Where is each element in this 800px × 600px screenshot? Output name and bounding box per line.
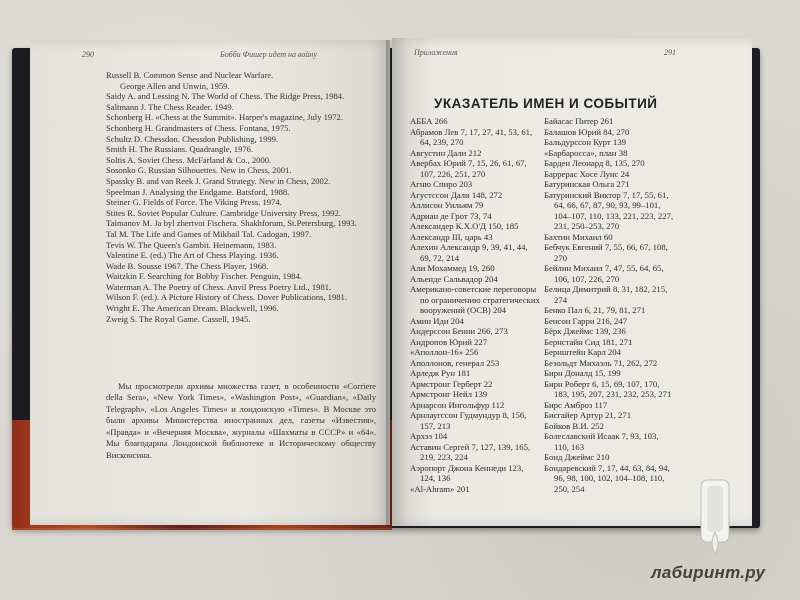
bibliography-entry — [106, 292, 376, 303]
index-entry: Бебчук Евгений 7, 55, 66, 67, 108, 270 — [544, 242, 668, 263]
index-entry: Армстронг Нейл 139 — [410, 389, 488, 399]
index-entry: Августин Дали 212 — [410, 147, 482, 158]
index-entry: Американо-советские переговоры по ограничению стратегических вооружений (ОСВ) 204 — [410, 284, 540, 315]
bibliography-entry — [106, 250, 376, 261]
index-entry: Безольдт Михаэль 71, 262, 272 — [544, 357, 658, 368]
index-entry: Адриан де Грот 73, 74 — [410, 210, 492, 221]
bibliography-entry — [106, 165, 376, 176]
bibliography-entry — [106, 208, 376, 219]
bibliography-entry-text: Speelman J. Analysing the Endgame. Batsford, 1988. — [106, 186, 290, 197]
bibliography-entry — [106, 282, 376, 293]
index-entry: Барден Леонард 8, 135, 270 — [544, 158, 645, 168]
bibliography-entry-text: Stites R. Soviet Popular Culture. Cambridge University Press, 1992. — [106, 207, 341, 218]
index-entry: Бирн Роберт 6, 15, 69, 107, 170, 183, 195, 207, 231, 232, 253, 271 — [544, 378, 672, 399]
index-entry: Батуринская Ольга 271 — [544, 179, 630, 189]
index-entry: Аставин Сергей 7, 127, 139, 165, 219, 223, 224 — [410, 441, 531, 462]
index-entry: Бернштейн Карл 204 — [544, 347, 621, 357]
bibliography-entry-text: Waterman A. The Poetry of Chess. Anvil Press Poetry Ltd., 1981. — [106, 281, 332, 292]
bibliography-entry-text: Valentine E. (ed.) The Art of Chess Playing. 1936. — [106, 250, 279, 261]
bibliography-entry — [106, 303, 376, 314]
page-number: 291 — [664, 48, 676, 57]
bibliography-entry-text: Smith H. The Russians. Quadrangle, 1976. — [106, 144, 254, 155]
bibliography-entry — [106, 197, 376, 208]
bibliography-entry — [106, 261, 376, 272]
index-entry: Александр III, царь 43 — [410, 231, 493, 242]
index-entry: Бенко Пал 6, 21, 79, 81, 271 — [544, 305, 646, 315]
index-entry: Бисгайер Артур 21, 271 — [544, 410, 632, 420]
index-entry: Авербах Юрий 7, 15, 26, 61, 67, 107, 226, 251, 270 — [410, 158, 527, 179]
right-page — [392, 38, 752, 526]
index-entry: Алехин Александр 9, 39, 41, 44, 69, 72, 214 — [410, 242, 528, 263]
index-entry: Бальдурссон Курт 139 — [544, 137, 626, 147]
acknowledgement-paragraph: Мы просмотрели архивы множества газет, в особенности «Corriere della Sera», «New York Times», «Washington Post», «Guardian», «Daily Telegraph», «Los Angeles Times» и лондонскую «Times». В Москве это были архивы Министерства иностранных дел, газеты «Известия», «Правда» и «Вечерняя Москва», журналы «Шахматы в СССР» и «64». Мы благодарны Лондонской библиотеке и Историческому обществу Висконсина. — [106, 380, 376, 460]
index-column-2 — [544, 116, 674, 494]
index-entry: Альенде Сальвадор 204 — [410, 273, 498, 284]
index-entry: Баррерас Хосе Луис 24 — [544, 168, 630, 179]
bibliography-entry — [106, 240, 376, 251]
index-entry: Арледж Рун 181 — [410, 368, 471, 378]
paper-clip-bookmark — [695, 478, 735, 558]
index-entry: Агню Спиро 203 — [410, 179, 473, 189]
bibliography-entry-text: Tevis W. The Queen's Gambit. Heinemann, 1983. — [106, 239, 277, 250]
index-entry: Бёрк Джеймс 139, 236 — [544, 326, 626, 336]
bibliography-entry-continuation: George Allen and Unwin, 1959. — [120, 80, 230, 91]
bibliography-entry — [106, 102, 376, 113]
running-title: Приложения — [414, 48, 458, 57]
index-entry: «Al-Ahram» 201 — [410, 483, 470, 494]
index-entry: Бирс Амброз 117 — [544, 399, 608, 410]
index-entry: Арнлаугссон Гудмундур 8, 156, 157, 213 — [410, 410, 527, 431]
bibliography-entry — [106, 271, 376, 282]
bibliography-entry-text: Russell B. Common Sense and Nuclear Warfare. — [106, 70, 274, 80]
bibliography-entry — [106, 314, 376, 325]
index-entry: Белица Димитрий 8, 31, 182, 215, 274 — [544, 284, 668, 305]
index-entry: Архэз 104 — [410, 431, 448, 441]
bibliography-entry-text: Tal M. The Life and Games of Mikhail Tal. Cadogan, 1997. — [106, 228, 312, 239]
bibliography-entry — [106, 218, 376, 229]
bibliography-entry-text: Soltis A. Soviet Chess. McFarland & Co., 2000. — [106, 154, 272, 165]
bibliography-entry-text: Saltmann J. The Chess Reader. 1949. — [106, 101, 234, 112]
index-entry: Андерссон Бенни 266, 273 — [410, 326, 508, 336]
bibliography-entry-text: Schonberg H. Grandmasters of Chess. Fontana, 1975. — [106, 122, 291, 133]
bibliography-entry — [106, 144, 376, 155]
index-entry: Аэропорт Джона Кеннеди 123, 124, 136 — [410, 462, 524, 483]
bibliography-entry-text: Wade B. Sousse 1967. The Chess Player, 1968. — [106, 260, 269, 271]
bibliography-entry-text: Waitzkin F. Searching for Bobby Fischer. Penguin, 1984. — [106, 271, 303, 282]
index-entry: АББА 266 — [410, 116, 448, 126]
index-entry: Армстронг Герберт 22 — [410, 378, 493, 389]
index-entry: Абрамов Лев 7, 17, 27, 41, 53, 61, 64, 239, 270 — [410, 126, 533, 147]
bibliography-entry — [106, 70, 376, 91]
index-entry: Бирн Доналд 15, 199 — [544, 368, 621, 378]
index-entry: Аллисон Уильям 79 — [410, 200, 484, 210]
bibliography-entry-text: Wright E. The American Dream. Blackwell, 1996. — [106, 303, 279, 314]
index-entry: Агустссон Дали 148, 272 — [410, 189, 503, 200]
index-entry: Андропов Юрий 227 — [410, 336, 488, 347]
watermark-logo: лабиринт.ру — [651, 563, 766, 582]
index-entry: «Барбаросса», план 38 — [544, 147, 628, 158]
bibliography-entry-text: Zweig S. The Royal Game. Cassell, 1945. — [106, 313, 251, 324]
bibliography-entry-text: Sosonko G. Russian Silhouettes. New in Chess, 2001. — [106, 165, 292, 176]
index-entry: Амин Иди 204 — [410, 315, 464, 326]
bibliography-entry — [106, 112, 376, 123]
bibliography-list — [106, 70, 376, 324]
index-entry: Байасас Питер 261 — [544, 116, 614, 126]
index-entry: Бенсон Гарри 216, 247 — [544, 315, 628, 326]
index-entry: Аполлонов, генерал 253 — [410, 357, 500, 368]
index-entry: Арнарсон Ингольфур 112 — [410, 399, 505, 410]
bibliography-entry-text: Schonberg H. «Chess at the Summit». Harper's magazine, July 1972. — [106, 112, 343, 123]
index-entry: Александер К.Х.О'Д 150, 185 — [410, 221, 519, 231]
bibliography-entry — [106, 91, 376, 102]
index-entry: Батуринский Виктор 7, 17, 55, 61, 64, 66, 67, 87, 90, 93, 99–101, 104–107, 110, 133, 221, 223, 227, 231, 250–253, 270 — [544, 189, 674, 231]
left-page — [30, 40, 390, 525]
index-entry: Бойков В.И. 252 — [544, 420, 604, 431]
index-entry: Бондаревский 7, 17, 44, 63, 84, 94, 96, 98, 100, 102, 104–108, 110, 250, 254 — [544, 462, 670, 494]
index-entry: Болеславский Исаак 7, 93, 103, 110, 163 — [544, 431, 659, 452]
bibliography-entry-text: Spassky B. and van Reek J. Grand Strategy. New in Chess, 2002. — [106, 175, 331, 186]
bibliography-entry-text: Taimanov M. Ja byl zhertvoi Fischera. Shakhforum, St.Petersburg, 1993. — [106, 218, 357, 229]
index-entry: Балашов Юрий 84, 270 — [544, 126, 630, 137]
index-entry: Бейлин Михаил 7, 47, 55, 64, 65, 106, 107, 226, 270 — [544, 263, 664, 284]
bibliography-entry-text: Steiner G. Fields of Force. The Viking Press, 1974. — [106, 197, 282, 208]
running-title: Бобби Фишер идет на войну — [220, 50, 317, 59]
bibliography-entry — [106, 155, 376, 166]
index-entry: «Аполлон-16» 256 — [410, 347, 479, 357]
bibliography-entry-text: Wilson F. (ed.). A Picture History of Chess. Dover Publications, 1981. — [106, 292, 348, 303]
index-heading: УКАЗАТЕЛЬ ИМЕН И СОБЫТИЙ — [434, 96, 658, 111]
index-entry: Бахтин Михаил 60 — [544, 231, 613, 242]
index-entry: Бонд Джеймс 210 — [544, 452, 610, 462]
bibliography-entry — [106, 229, 376, 240]
bibliography-entry — [106, 187, 376, 198]
index-entry: Бернстайн Сид 181, 271 — [544, 336, 633, 347]
bibliography-entry — [106, 123, 376, 134]
bibliography-entry-text: Schultz D. Chessdon. Chessdon Publishing, 1999. — [106, 133, 279, 144]
bibliography-entry — [106, 176, 376, 187]
index-column-1 — [410, 116, 540, 494]
bibliography-entry — [106, 134, 376, 145]
page-number: 290 — [82, 50, 94, 59]
index-entry: Али Мохаммед 19, 260 — [410, 263, 495, 273]
bibliography-entry-text: Saidy A. and Lessing N. The World of Chess. The Ridge Press, 1984. — [106, 91, 345, 102]
